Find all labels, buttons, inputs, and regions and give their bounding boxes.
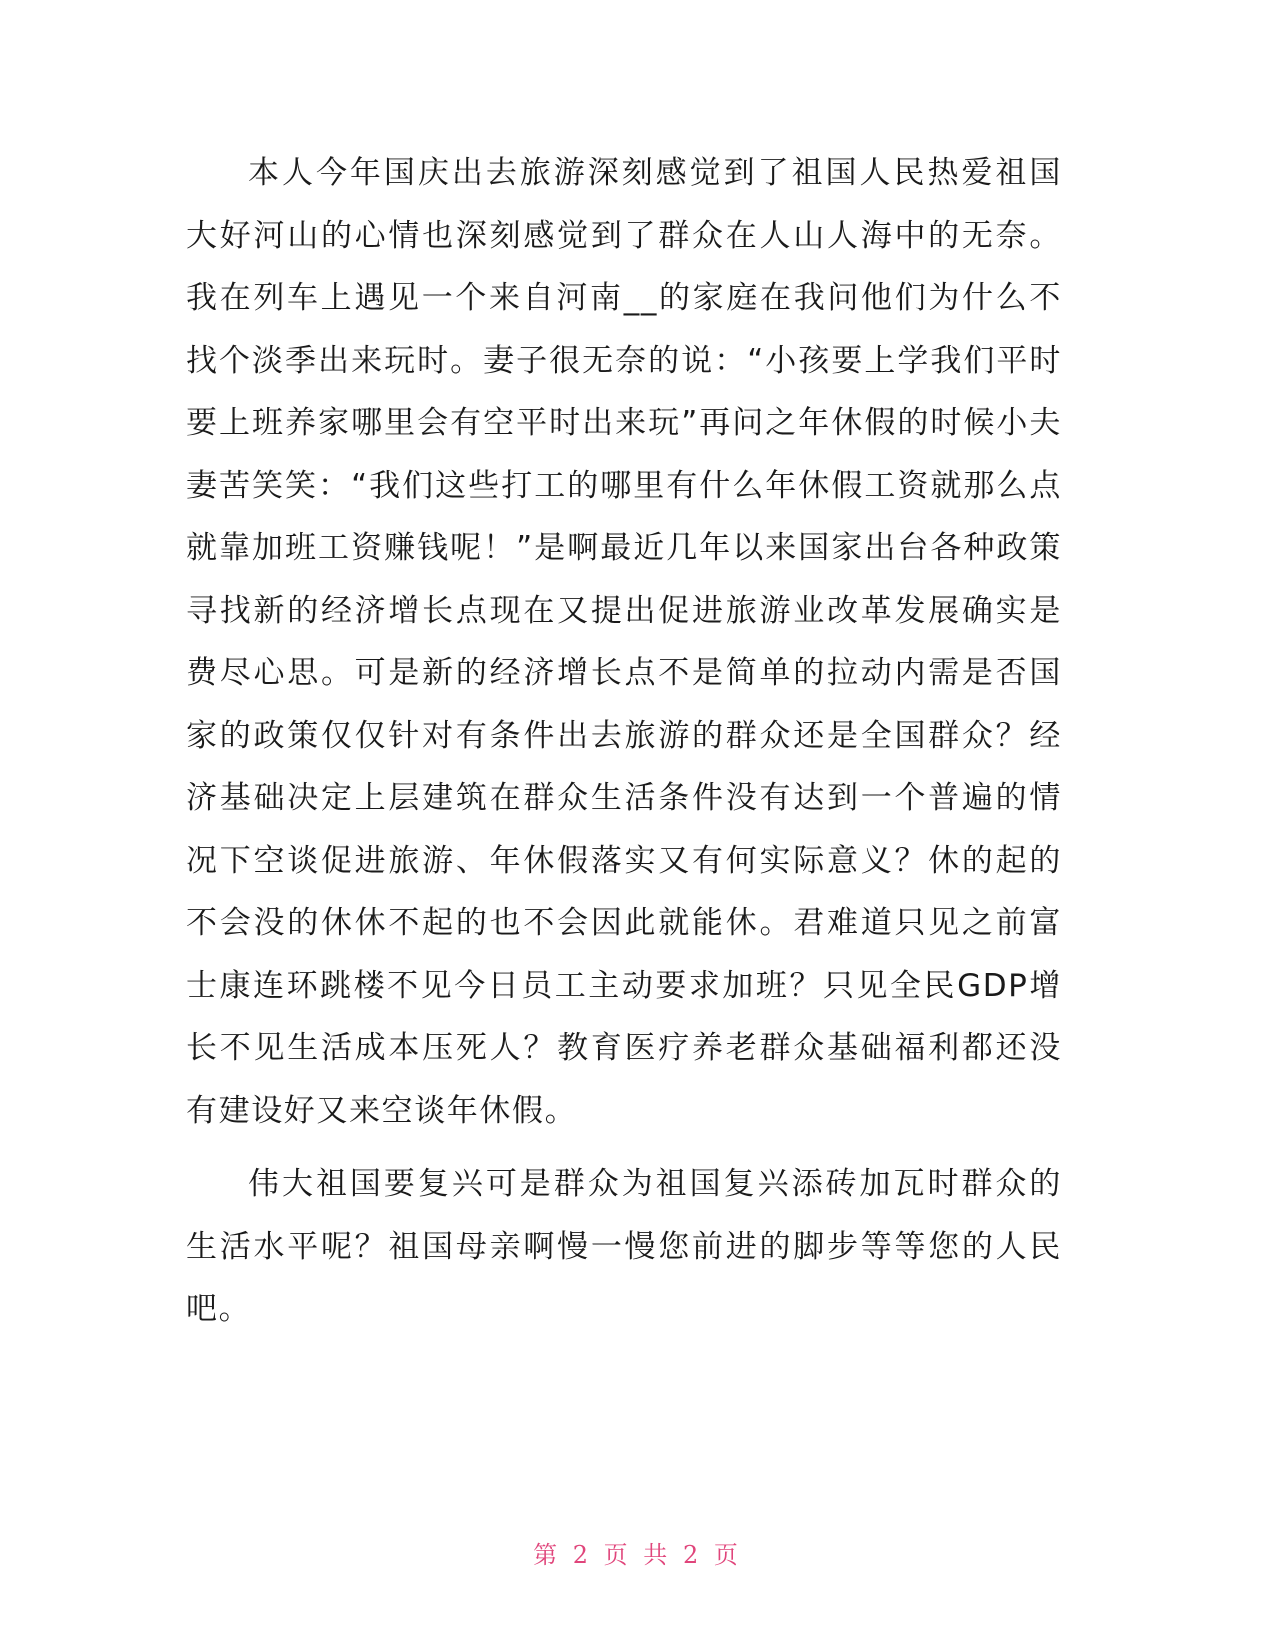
document-body	[186, 142, 1062, 1341]
paragraph-1: 本人今年国庆出去旅游深刻感觉到了祖国人民热爱祖国大好河山的心情也深刻感觉到了群众在人山人海中的无奈。我在列车上遇见一个来自河南__的家庭在我问他们为什么不找个淡季出来玩时。妻子很无奈的说：“小孩要上学我们平时要上班养家哪里会有空平时出来玩”再问之年休假的时候小夫妻苦笑笑：“我们这些打工的哪里有什么年休假工资就那么点就靠加班工资赚钱呢！”是啊最近几年以来国家出台各种政策寻找新的经济增长点现在又提出促进旅游业改革发展确实是费尽心思。可是新的经济增长点不是简单的拉动内需是否国家的政策仅仅针对有条件出去旅游的群众还是全国群众？经济基础决定上层建筑在群众生活条件没有达到一个普遍的情况下空谈促进旅游、年休假落实又有何实际意义？休的起的不会没的休休不起的也不会因此就能休。君难道只见之前富士康连环跳楼不见今日员工主动要求加班？只见全民GDP增长不见生活成本压死人？教育医疗养老群众基础福利都还没有建设好又来空谈年休假。	[186, 155, 1062, 1129]
paragraph-2: 伟大祖国要复兴可是群众为祖国复兴添砖加瓦时群众的生活水平呢？祖国母亲啊慢一慢您前进的脚步等等您的人民吧。	[186, 1166, 1062, 1327]
page-number-footer: 第 2 页 共 2 页	[533, 1541, 742, 1569]
